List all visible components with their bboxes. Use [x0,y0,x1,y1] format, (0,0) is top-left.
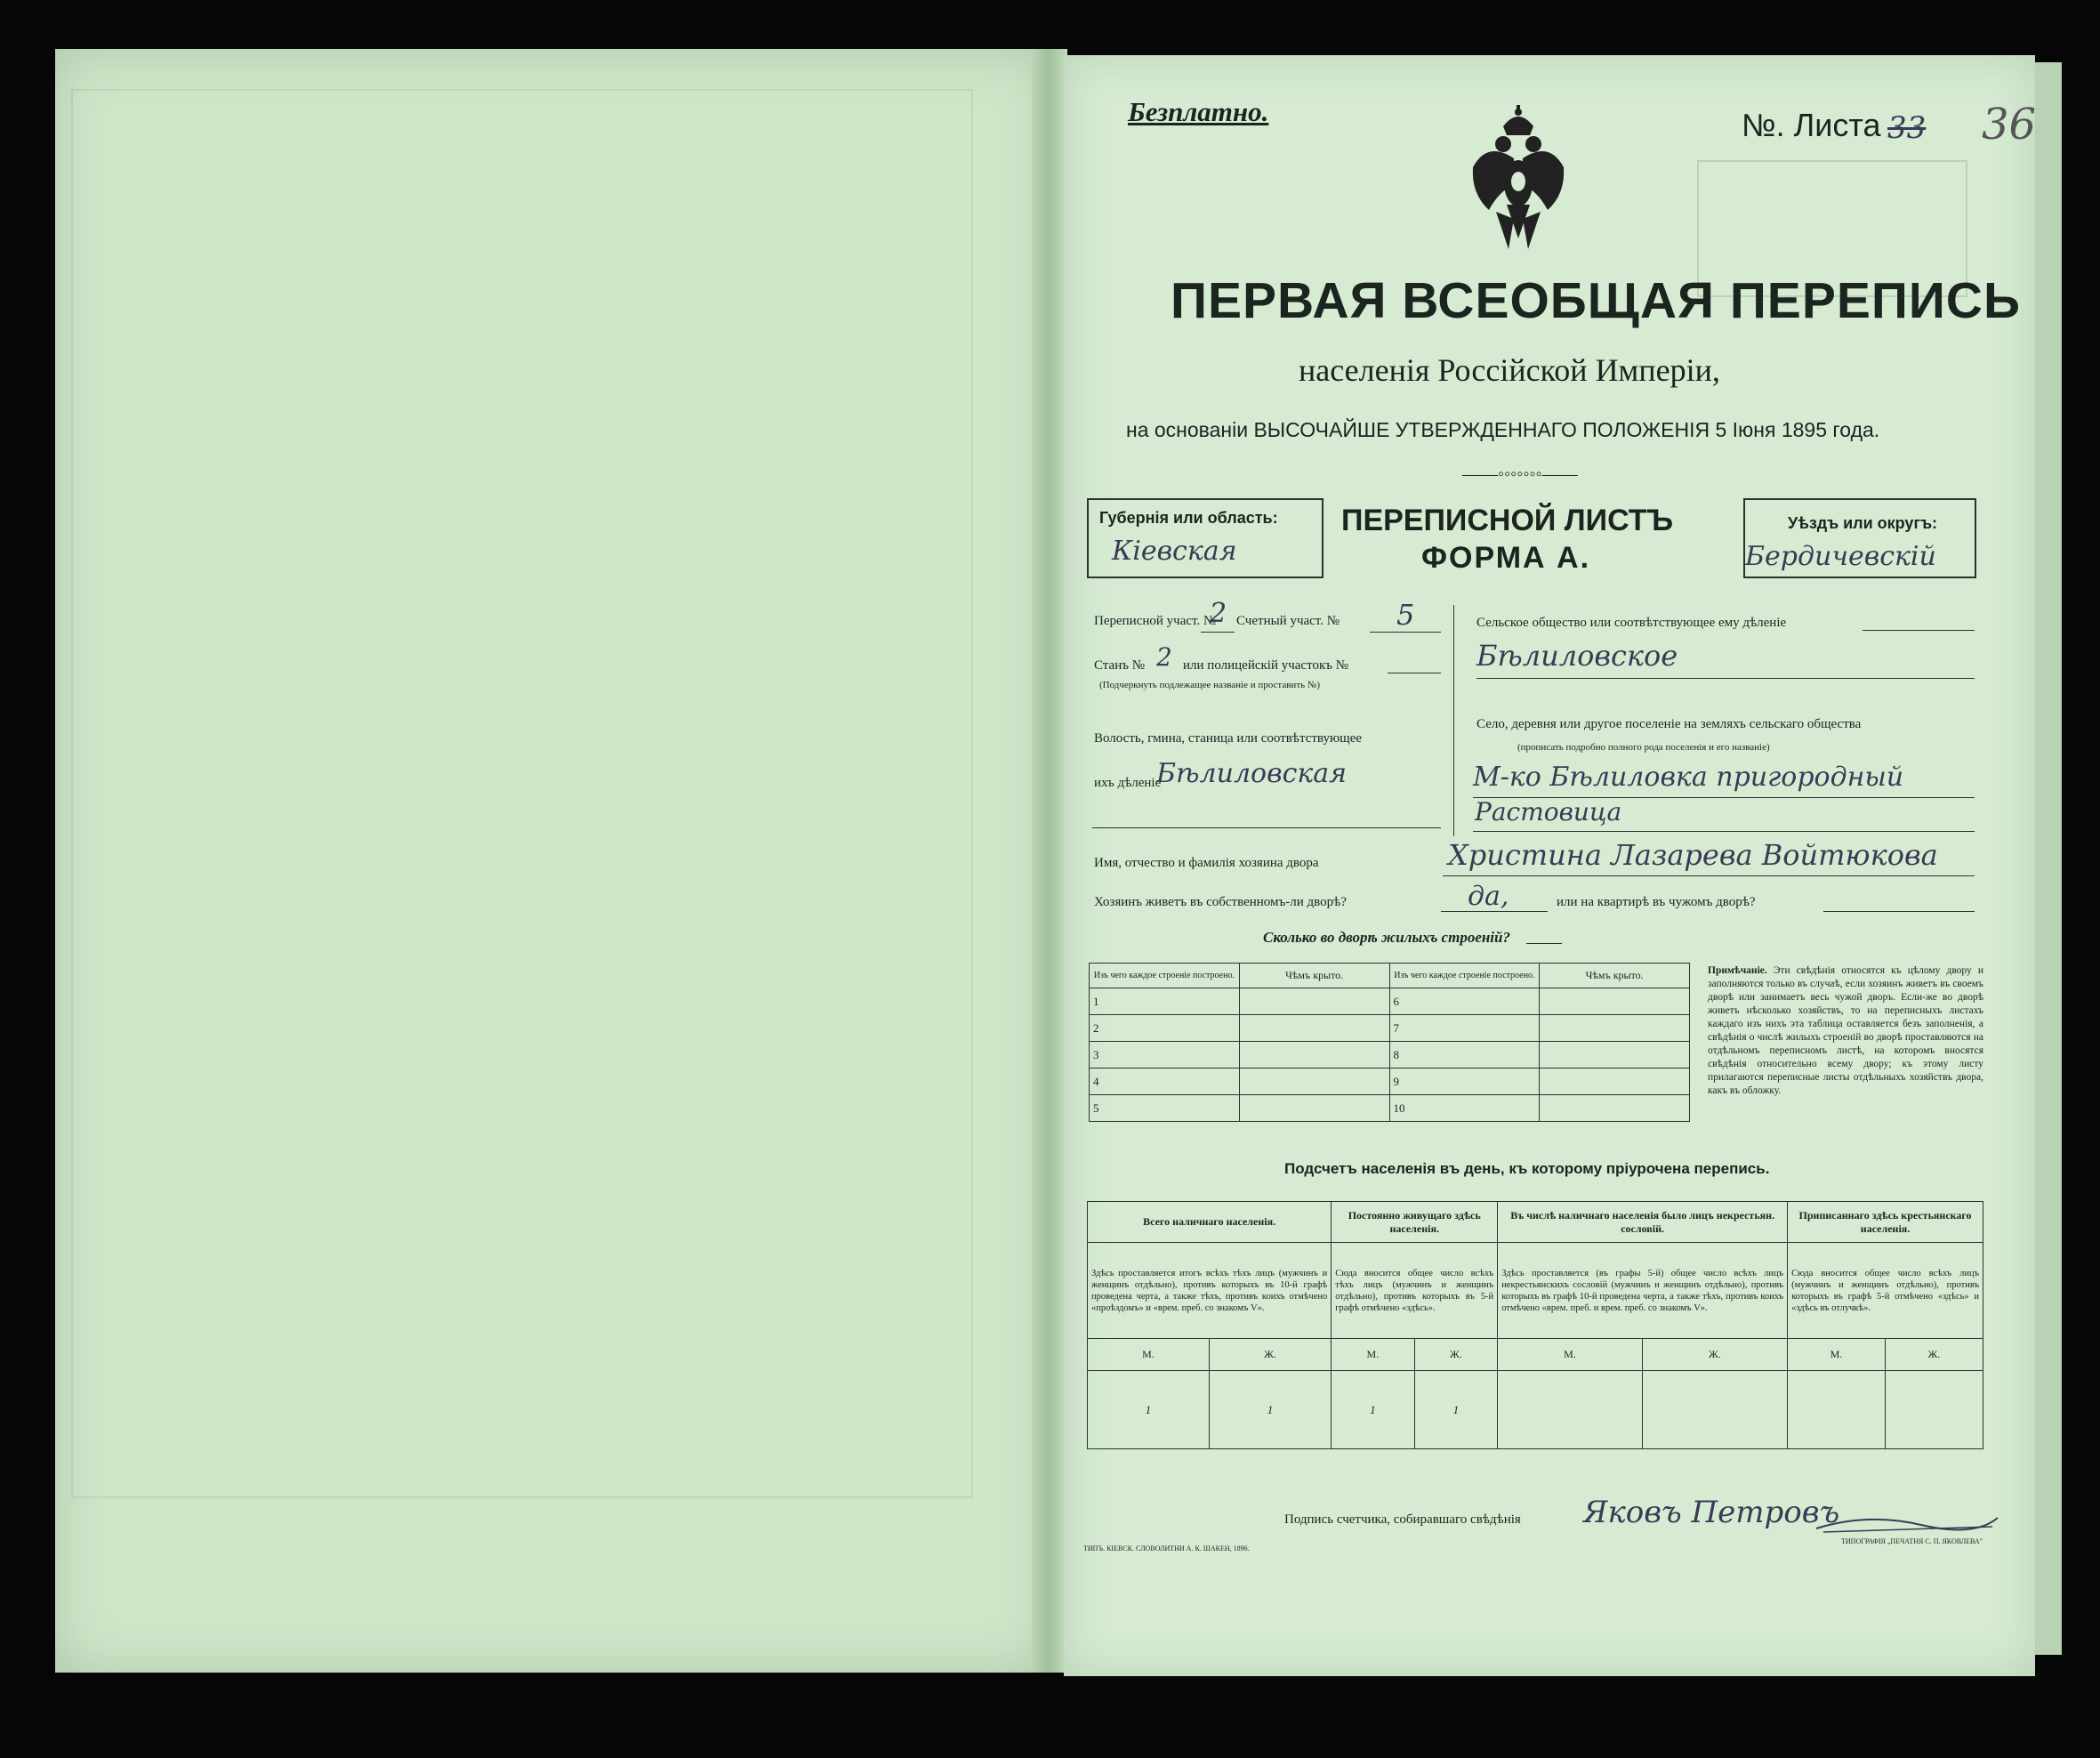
village-value-line2: Растовица [1475,797,1622,827]
summary-value: 1 [1209,1371,1331,1449]
summary-value [1498,1371,1643,1449]
printer-left: ТИПЪ. КІЕВСК. СЛОВОЛИТНИ А. К. ШАКЕН, 1896. [1083,1544,1250,1552]
owner-value: Христина Лазарева Войтюкова [1448,838,1938,872]
imperial-eagle-emblem [1469,105,1567,265]
summary-value [1788,1371,1886,1449]
census-section-value: 2 [1210,598,1227,629]
buildings-question: Сколько во дворѣ жилыхъ строеній? [1263,929,1510,946]
summary-male-header: М. [1498,1339,1643,1371]
buildings-row-number: 9 [1389,1069,1540,1095]
stan-note: (Подчеркнуть подлежащее названіе и проставить №) [1099,680,1321,690]
summary-col-1-head: Всего наличнаго населенія. [1088,1202,1332,1243]
form-title-line1: ПЕРЕПИСНОЙ ЛИСТЪ [1341,504,1674,537]
counting-section-underline [1370,632,1441,633]
owner-label: Имя, отчество и фамилія хозяина двора [1094,856,1319,870]
sheet-number-struck: 33 [1887,110,1927,146]
book-gutter [1032,49,1067,1673]
summary-col-2-text: Сюда вносится общее число всѣхъ тѣхъ лицъ (мужчинъ и женщинъ отдѣльно), противъ которыхъ въ 5-й графѣ отмѣчено «здѣсь». [1332,1243,1498,1339]
summary-col-4-text: Сюда вносится общее число всѣхъ лицъ (мужчинъ и женщинъ отдѣльно), противъ которыхъ въ графѣ 5-й отмѣчено «здѣсь» и «здѣсь въ отлучкѣ». [1788,1243,1983,1339]
signature-label: Подпись счетчика, собиравшаго свѣдѣнія [1284,1512,1521,1527]
summary-male-header: М. [1088,1339,1210,1371]
volost-label-2: ихъ дѣленіе [1094,776,1162,790]
census-subtitle: населенія Россійской Имперіи, [1299,352,1720,388]
left-page-frame [71,89,973,1498]
gubernia-value: Кіевская [1112,536,1237,567]
summary-col-2-head: Постоянно живущаго здѣсь населенія. [1332,1202,1498,1243]
summary-title: Подсчетъ населенія въ день, къ которому пріурочена перепись. [1284,1160,1770,1177]
village-note: (прописать подробно полного рода поселенія и его названіе) [1517,742,1770,753]
summary-female-header: Ж. [1209,1339,1331,1371]
society-label: Сельское общество или соотвѣтствующее ему дѣленіе [1476,616,1787,630]
society-label-line [1863,630,1975,631]
uezd-value: Бердичевскій [1745,541,1936,572]
sheet-number-label: №. Листа [1742,107,1881,143]
gubernia-label: Губернія или область: [1099,509,1278,527]
buildings-row-number: 2 [1090,1015,1240,1042]
population-summary-table [1087,1201,1983,1449]
volost-label: Волость, гмина, станица или соотвѣтствующее [1094,731,1363,746]
summary-value: 1 [1414,1371,1498,1449]
owns-underline [1441,911,1548,912]
buildings-row-number: 8 [1389,1042,1540,1069]
buildings-note [1708,964,1983,1098]
counting-section-label: Счетный участ. № [1236,614,1340,628]
form-title-line2: ФОРМА А. [1421,541,1591,575]
rents-underline [1823,911,1975,912]
census-basis: на основаніи ВЫСОЧАЙШЕ УТВЕРЖДЕННАГО ПОЛОЖЕНІЯ 5 Іюня 1895 года. [1126,418,1880,441]
owns-value: да, [1468,881,1509,912]
society-value: Бѣлиловское [1476,639,1678,673]
summary-female-header: Ж. [1414,1339,1498,1371]
buildings-row-number: 7 [1389,1015,1540,1042]
free-label: Безплатно. [1128,96,1269,127]
summary-col-4-head: Приписаннаго здѣсь крестьянскаго населенія. [1788,1202,1983,1243]
buildings-col-material-2: Изъ чего каждое строеніе построено. [1389,964,1540,988]
owns-label: Хозяинъ живетъ въ собственномъ-ли дворѣ? [1094,895,1347,909]
summary-value: 1 [1332,1371,1414,1449]
buildings-table [1089,963,1690,1122]
buildings-col-roof: Чѣмъ крыто. [1239,964,1389,988]
volost-underline [1092,827,1441,828]
stan-rest: или полицейскій участокъ № [1183,658,1349,673]
signature-value: Яковъ Петровъ [1583,1495,1840,1530]
buildings-row-number: 10 [1389,1095,1540,1122]
rents-label: или на квартирѣ въ чужомъ дворѣ? [1557,895,1756,909]
sheet-number-handwritten: 36 [1982,100,2037,149]
signature-flourish [1814,1509,2001,1536]
summary-male-header: М. [1332,1339,1414,1371]
stan-label: Станъ № [1094,658,1146,673]
buildings-underline [1526,943,1562,944]
census-section-label: Переписной участ. № [1094,614,1217,628]
printer-right: ТИПОГРАФІЯ „ПЕЧАТНЯ С. П. ЯКОВЛЕВА" [1841,1537,1983,1545]
buildings-col-material: Изъ чего каждое строеніе построено. [1090,964,1240,988]
counting-section-value: 5 [1396,598,1415,632]
buildings-row-number: 4 [1090,1069,1240,1095]
summary-male-header: М. [1788,1339,1886,1371]
buildings-row-number: 5 [1090,1095,1240,1122]
stan-value: 2 [1156,642,1172,672]
uezd-label: Уѣздъ или округъ: [1788,514,1938,532]
summary-col-3-head: Въ числѣ наличнаго населенія было лицъ некрестьян. сословій. [1498,1202,1788,1243]
field-column-divider [1453,605,1454,836]
census-title: ПЕРВАЯ ВСЕОБЩАЯ ПЕРЕПИСЬ [1171,272,2021,329]
summary-female-header: Ж. [1885,1339,1983,1371]
summary-col-3-text: Здѣсь проставляется (въ графы 5-й) общее число всѣхъ лицъ некрестьянскихъ сословій (мужчинъ и женщинъ отдѣльно), противъ которыхъ въ графѣ 10-й проведена черта, а также тѣхъ, противъ коихъ отмѣчено «врем. преб. и врем. преб. со знакомъ V». [1498,1243,1788,1339]
summary-value [1885,1371,1983,1449]
title-ornament: ——◦◦◦◦◦◦◦—— [1462,464,1578,484]
buildings-row-number: 6 [1389,988,1540,1015]
society-underline [1476,678,1975,679]
village-value-line1: М-ко Бѣлиловка пригородный [1473,762,1904,793]
village-label: Село, деревня или другое поселеніе на земляхъ сельскаго общества [1476,717,1862,731]
buildings-row-number: 3 [1090,1042,1240,1069]
volost-value: Бѣлиловская [1156,758,1348,789]
owner-underline [1443,875,1975,876]
summary-value [1642,1371,1787,1449]
village-underline-2 [1473,831,1975,832]
summary-value: 1 [1088,1371,1210,1449]
summary-female-header: Ж. [1642,1339,1787,1371]
note-label: Примѣчаніе. [1708,965,1767,976]
census-section-underline [1201,632,1235,633]
summary-col-1-text: Здѣсь проставляется итогъ всѣхъ тѣхъ лицъ (мужчинъ и женщинъ отдѣльно), противъ которыхъ въ 10-й графѣ проведена черта, а также тѣхъ, противъ коихъ отмѣчено «проѣздомъ» и «врем. преб. со знакомъ V». [1088,1243,1332,1339]
page-stack-edge [2035,62,2062,1655]
buildings-col-roof-2: Чѣмъ крыто. [1540,964,1690,988]
buildings-row-number: 1 [1090,988,1240,1015]
note-text: Эти свѣдѣнія относятся къ цѣлому двору и заполняются только въ случаѣ, если хозяинъ живетъ въ своемъ дворѣ или занимаетъ весь чужой дворъ. Если-же во дворѣ живетъ нѣсколько хозяйствъ, то на переписныхъ листахъ каждаго изъ нихъ эта таблица оставляется безъ заполненія, а свѣдѣнія о числѣ жилыхъ строеній во дворѣ проставляются на отдѣльномъ переписномъ листѣ, на которомъ вносятся свѣдѣнія относительно всему двору; къ этому листу прилагаются переписные листы отдѣльныхъ хозяйствъ двора, какъ въ обложку. [1708,965,1983,1096]
